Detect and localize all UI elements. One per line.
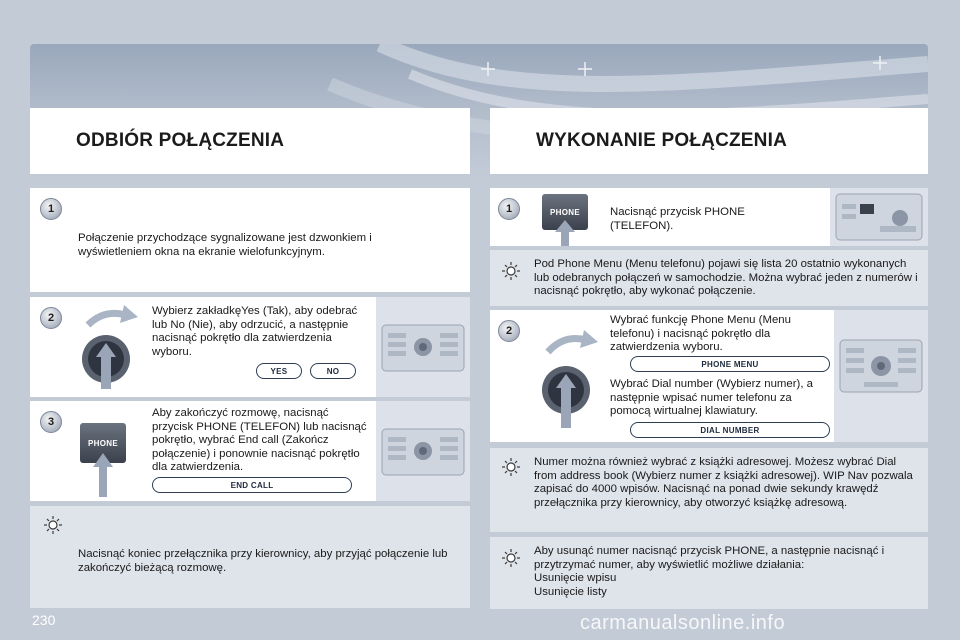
right-tip3-line2: Usunięcie listy: [534, 585, 607, 598]
left-step3-text: Aby zakończyć rozmowę, nacisnąć przycisk PHONE (TELEFON) lub nacisnąć pokrętło, wybrać End call (Zakończ połączenie) i ponownie nacisnąć pokrętło dla zatwierdzenia.: [152, 407, 367, 474]
title-box-left: [30, 108, 470, 174]
right-step1-panel: [490, 188, 928, 246]
lightbulb-icon: [502, 458, 520, 476]
phone-button-illustration: PHONE: [542, 194, 588, 230]
right-tip3-text: [534, 545, 918, 599]
yes-button[interactable]: YES: [256, 363, 302, 379]
arrow-up-icon: [555, 220, 575, 246]
radio-panel-icon: [834, 310, 928, 442]
end-call-button[interactable]: END CALL: [152, 477, 352, 493]
step-badge: 1: [498, 198, 520, 220]
page-title-left: ODBIÓR POŁĄCZENIA: [76, 130, 285, 151]
radio-unit-illustration: [376, 297, 470, 397]
title-box-right: [490, 108, 928, 174]
right-step2-panel: [490, 310, 928, 442]
right-step2-text-a: Wybrać funkcję Phone Menu (Menu telefonu) i nacisnąć pokrętło dla zatwierdzenia wyboru.: [610, 314, 791, 354]
radio-unit-illustration: [376, 401, 470, 501]
left-step2-panel: [30, 297, 470, 397]
no-button[interactable]: NO: [310, 363, 356, 379]
left-step3-panel: [30, 401, 470, 501]
right-tip2-panel: [490, 448, 928, 532]
lightbulb-icon: [502, 262, 520, 280]
right-tip2-text: Numer można również wybrać z książki adresowej. Możesz wybrać Dial from address book (Wybierz numer z książki adresowej). WIP Nav pozwala zapisać do 4000 wpisów. Nacisnąć na ponad dwie sekundy krawędź przełącznika przy kierownicy, aby otworzyć książkę adresową.: [534, 456, 913, 509]
right-tip1-panel: [490, 250, 928, 306]
watermark: carmanualsonline.info: [580, 612, 786, 634]
phone-menu-button[interactable]: PHONE MENU: [630, 356, 830, 372]
radio-panel-icon: [376, 297, 470, 397]
rotary-knob-icon: [74, 303, 144, 393]
left-step2-text: Wybierz zakładkęYes (Tak), aby odebrać lub No (Nie), aby odrzucić, a następnie nacisnąć pokrętło dla zatwierdzenia wyboru.: [152, 305, 358, 358]
dial-number-button[interactable]: DIAL NUMBER: [630, 422, 830, 438]
right-step2-text-b: Wybrać Dial number (Wybierz numer), a następnie wpisać numer telefonu za pomocą wirtualnej klawiatury.: [610, 378, 813, 418]
right-tip1-text: Pod Phone Menu (Menu telefonu) pojawi się lista 20 ostatnio wykonanych lub odebranych połączeń w samochodzie. Można wybrać jeden z numerów i nacisnąć pokrętło, aby wykonać połączenie.: [534, 258, 918, 298]
right-tip3-panel: [490, 537, 928, 609]
right-step1-text: Nacisnąć przycisk PHONE (TELEFON).: [610, 206, 745, 232]
step-badge: 2: [40, 307, 62, 329]
step-badge: 2: [498, 320, 520, 342]
lightbulb-icon: [44, 516, 62, 534]
right-tip3-intro: Aby usunąć numer nacisnąć przycisk PHONE, a następnie nacisnąć i przytrzymać numer, aby wyświetlić możliwe działania:: [534, 545, 885, 571]
rotary-knob-icon: [534, 324, 604, 434]
step-badge: 1: [40, 198, 62, 220]
left-step1-panel: [30, 188, 470, 292]
radio-panel-icon: [830, 188, 928, 246]
radio-unit-illustration: [830, 188, 928, 246]
page-number: 230: [32, 612, 56, 628]
left-step1-text: Połączenie przychodzące sygnalizowane jest dzwonkiem i wyświetleniem okna na ekranie wielofunkcyjnym.: [78, 232, 372, 258]
left-tip-text: Nacisnąć koniec przełącznika przy kierownicy, aby przyjąć połączenie lub zakończyć bieżącą rozmowę.: [78, 548, 448, 574]
right-tip3-line1: Usunięcie wpisu: [534, 572, 617, 585]
step-badge: 3: [40, 411, 62, 433]
page-title-right: WYKONANIE POŁĄCZENIA: [536, 130, 787, 151]
radio-unit-illustration: [834, 310, 928, 442]
lightbulb-icon: [502, 549, 520, 567]
arrow-up-icon: [92, 453, 114, 497]
radio-panel-icon: [376, 401, 470, 501]
phone-button-illustration: PHONE: [80, 423, 126, 463]
left-tip-panel: [30, 506, 470, 608]
